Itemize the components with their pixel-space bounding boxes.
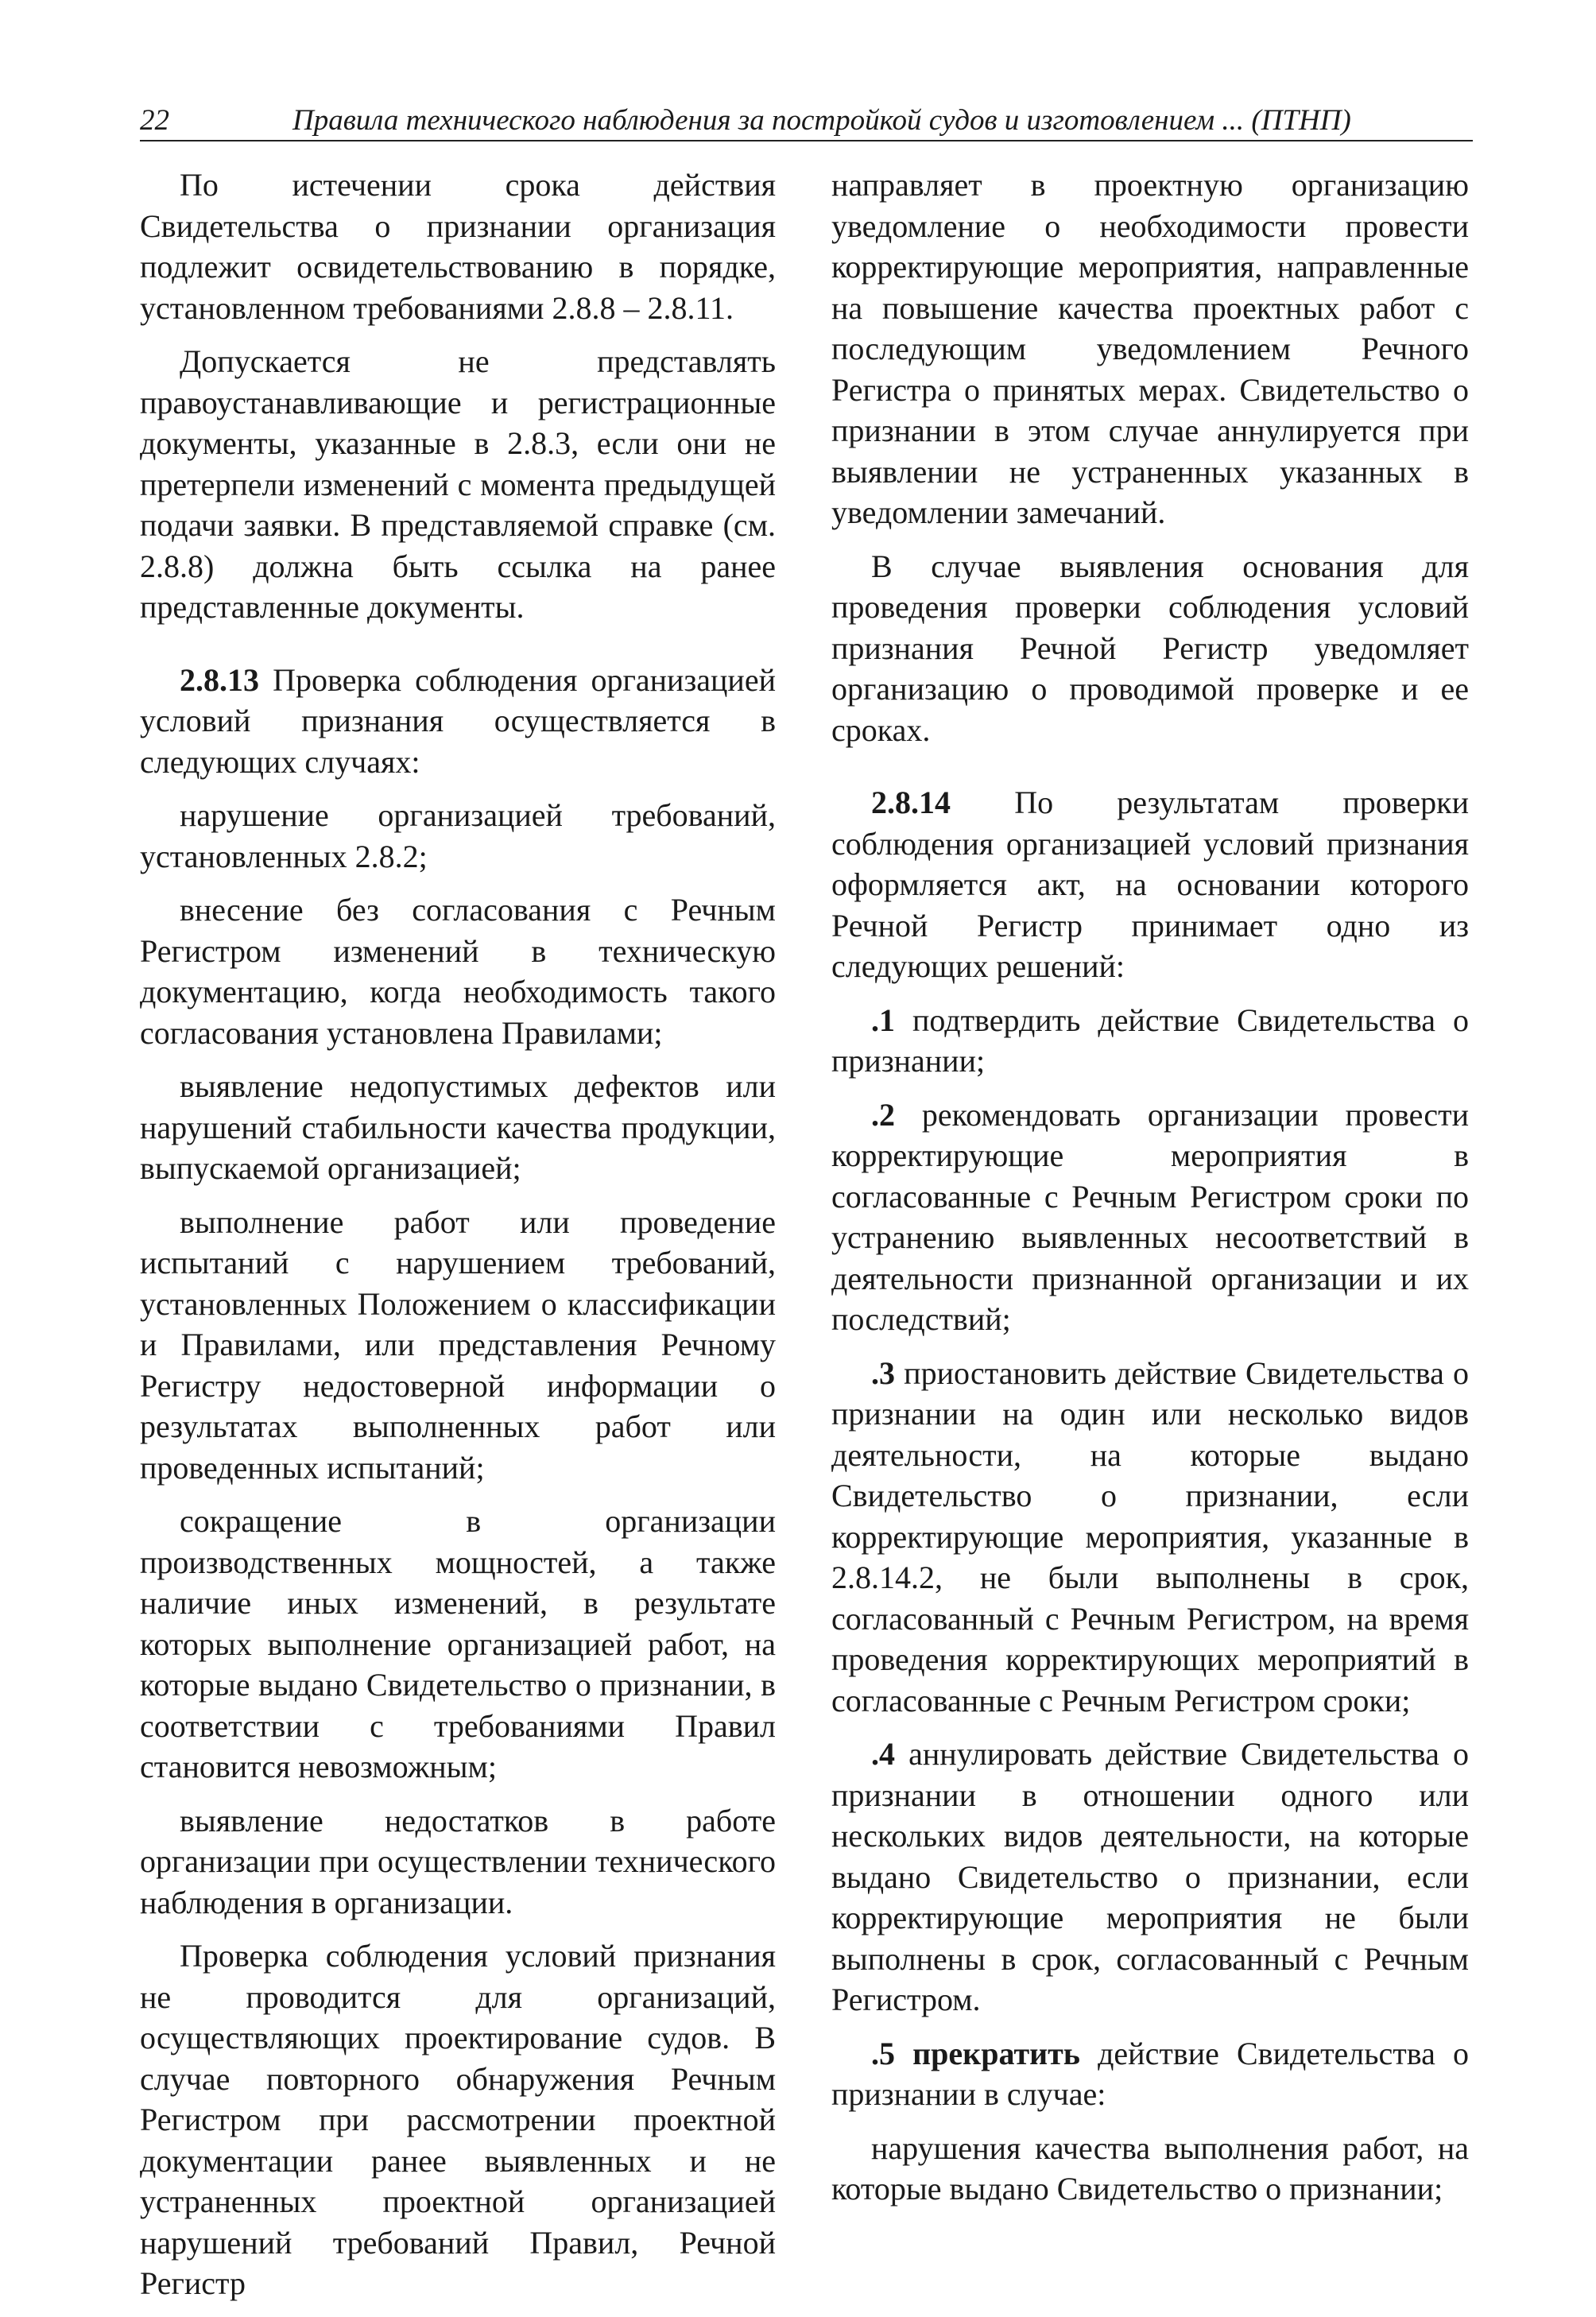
paragraph: Проверка соблюдения условий признания не проводится для организаций, осуществляющих проектирование судов. В случае повторного обнаружения Речным Регистром при рассмотрении проектной документации ранее выявленных и не устраненных проектной организацией нарушений требований Правил, Речной Регистр — [140, 1938, 776, 2301]
decision-item-1 — [831, 1000, 1469, 1082]
list-item: внесение без согласования с Речным Регистром изменений в техническую документацию, когда необходимость такого согласования установлена Правилами; — [140, 892, 776, 1051]
list-item: нарушение организацией требований, установленных 2.8.2; — [140, 797, 776, 874]
item-number: .3 — [871, 1354, 895, 1391]
running-header — [140, 100, 1473, 141]
list-item: выполнение работ или проведение испытаний с нарушением требований, установленных Положением о классификации и Правилами, или представления Речному Регистру недостоверной информации о результатах выполненных работ или проведенных испытаний; — [140, 1203, 776, 1486]
section-number: 2.8.14 — [871, 785, 951, 820]
item-text: рекомендовать организации провести корректирующие мероприятия в согласованные с Речным Регистром сроки по устранению выявленных несоответствий в деятельности признанной организации и их последствий; — [831, 1096, 1469, 1337]
section-2-8-14 — [831, 782, 1469, 987]
paragraph-continued: направляет в проектную организацию уведомление о необходимости провести корректирующие мероприятия, направленные на повышение качества проектных работ с последующим уведомлением Речного Регистра о принятых мерах. Свидетельство о признании в этом случае аннулируется при выявлении не устраненных указанных в уведомлении замечаний. — [831, 167, 1469, 530]
decision-item-5 — [831, 2033, 1469, 2115]
section-text: Проверка соблюдения организацией условий признания осуществляется в следующих случаях: — [140, 661, 776, 780]
section-number: 2.8.13 — [180, 661, 259, 698]
page-number: 22 — [140, 104, 169, 137]
list-item: выявление недостатков в работе организации при осуществлении технического наблюдения в организации. — [140, 1802, 776, 1920]
list-item: нарушения качества выполнения работ, на которые выдано Свидетельство о признании; — [831, 2129, 1469, 2207]
item-number: .5 прекратить — [871, 2035, 1080, 2071]
list-item: выявление недопустимых дефектов или нарушений стабильности качества продукции, выпускаемой организацией; — [140, 1068, 776, 1186]
item-text: подтвердить действие Свидетельства о признании; — [831, 1002, 1469, 1079]
paragraph: Допускается не представлять правоустанавливающие и регистрационные документы, указанные в 2.8.3, если они не претерпели изменений с момента предыдущей подачи заявки. В представляемой справке (см. 2.8.8) должна быть ссылка на ранее представленные документы. — [140, 343, 776, 625]
item-number: .1 — [871, 1002, 895, 1038]
decision-item-2 — [831, 1095, 1469, 1340]
right-column — [831, 165, 1469, 2222]
item-text: аннулировать действие Свидетельства о признании в отношении одного или нескольких видов деятельности, на которые выдано Свидетельство о признании, если корректирующие мероприятия не были выполнены в срок, согласованный с Речным Регистром. — [831, 1736, 1469, 2017]
section-text: По результатам проверки соблюдения организацией условий признания оформляется акт, на основании которого Речной Регистр принимает одно из следующих решений: — [831, 785, 1469, 984]
paragraph: В случае выявления основания для проведения проверки соблюдения условий признания Речной Регистр уведомляет организацию о проводимой проверке и ее сроках. — [831, 548, 1469, 748]
item-number: .2 — [871, 1096, 895, 1133]
section-2-8-13 — [140, 660, 776, 783]
item-text: действие Свидетельства о признании в случае: — [831, 2035, 1469, 2112]
left-column — [140, 165, 776, 2317]
decision-item-3 — [831, 1353, 1469, 1722]
paragraph: По истечении срока действия Свидетельства о признании организация подлежит освидетельствованию в порядке, установленном требованиями 2.8.8 – 2.8.11. — [140, 167, 776, 326]
decision-item-4 — [831, 1734, 1469, 2021]
item-text: приостановить действие Свидетельства о признании на один или несколько видов деятельности, на которые выдано Свидетельство о признании, если корректирующие мероприятия, указанные в 2.8.14.2, не были выполнены в срок, согласованный с Речным Регистром, на время проведения корректирующих мероприятий в согласованные с Речным Регистром сроки; — [831, 1354, 1469, 1718]
list-item: сокращение в организации производственных мощностей, а также наличие иных изменений, в результате которых выполнение организацией работ, на которые выдано Свидетельство о признании, в соответствии с требованиями Правил становится невозможным; — [140, 1503, 776, 1784]
running-title: Правила технического наблюдения за постройкой судов и изготовлением ... (ПТНП) — [292, 104, 1351, 137]
item-number: .4 — [871, 1736, 895, 1772]
